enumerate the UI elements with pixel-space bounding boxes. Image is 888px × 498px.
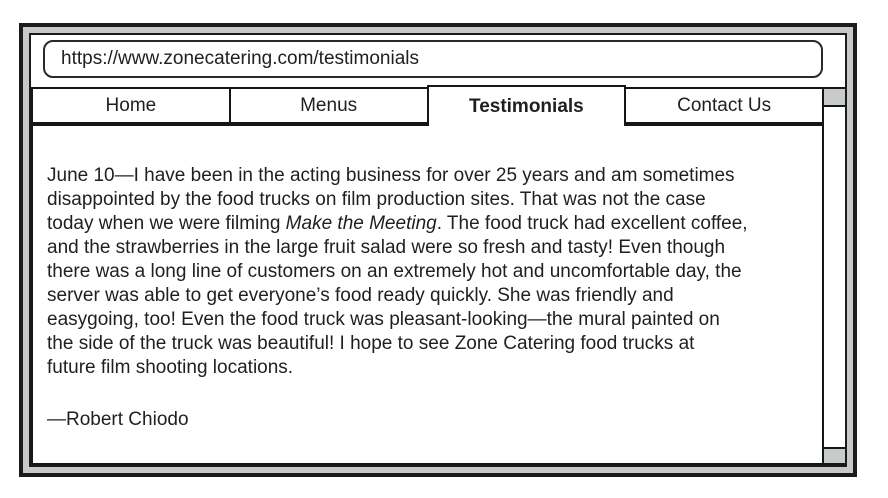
testimonial-line: June 10—I have been in the acting business for over 25 years and am sometimes <box>47 165 735 186</box>
testimonial-signature: —Robert Chiodo <box>47 409 189 430</box>
tab-testimonials-label: Testimonials <box>469 95 584 117</box>
testimonial-text <box>47 164 794 380</box>
browser-inner-frame <box>29 33 847 467</box>
scrollbar-top-block[interactable] <box>822 87 845 107</box>
testimonial-line: and the strawberries in the large fruit salad were so fresh and tasty! Even though <box>47 237 726 258</box>
url-bar[interactable] <box>43 40 823 78</box>
testimonial-line: server was able to get everyone’s food ready quickly. She was friendly and <box>47 285 674 306</box>
tab-menus-label: Menus <box>300 94 358 116</box>
tab-bar <box>31 87 824 124</box>
testimonial-line: the side of the truck was beautiful! I hope to see Zone Catering food trucks at <box>47 333 695 354</box>
browser-window <box>19 23 857 477</box>
testimonial-line: future film shooting locations. <box>47 357 294 378</box>
tab-home[interactable] <box>31 87 231 124</box>
scrollbar-thumb[interactable] <box>822 447 845 465</box>
tab-contact-us[interactable] <box>624 87 824 124</box>
testimonial-line: easygoing, too! Even the food truck was pleasant-looking—the mural painted on <box>47 309 720 330</box>
testimonial-content <box>31 124 824 465</box>
tab-menus[interactable] <box>229 87 429 124</box>
tab-home-label: Home <box>105 94 157 116</box>
tab-contact-us-label: Contact Us <box>677 94 772 116</box>
scrollbar-track[interactable] <box>822 107 845 447</box>
testimonial-line: there was a long line of customers on an extremely hot and uncomfortable day, the <box>47 261 742 282</box>
tab-testimonials[interactable] <box>427 85 627 126</box>
testimonial-line: today when we were filming Make the Meeting. The food truck had excellent coffee, <box>47 213 748 234</box>
url-text: https://www.zonecatering.com/testimonials <box>61 48 419 69</box>
testimonial-line: disappointed by the food trucks on film production sites. That was not the case <box>47 189 706 210</box>
